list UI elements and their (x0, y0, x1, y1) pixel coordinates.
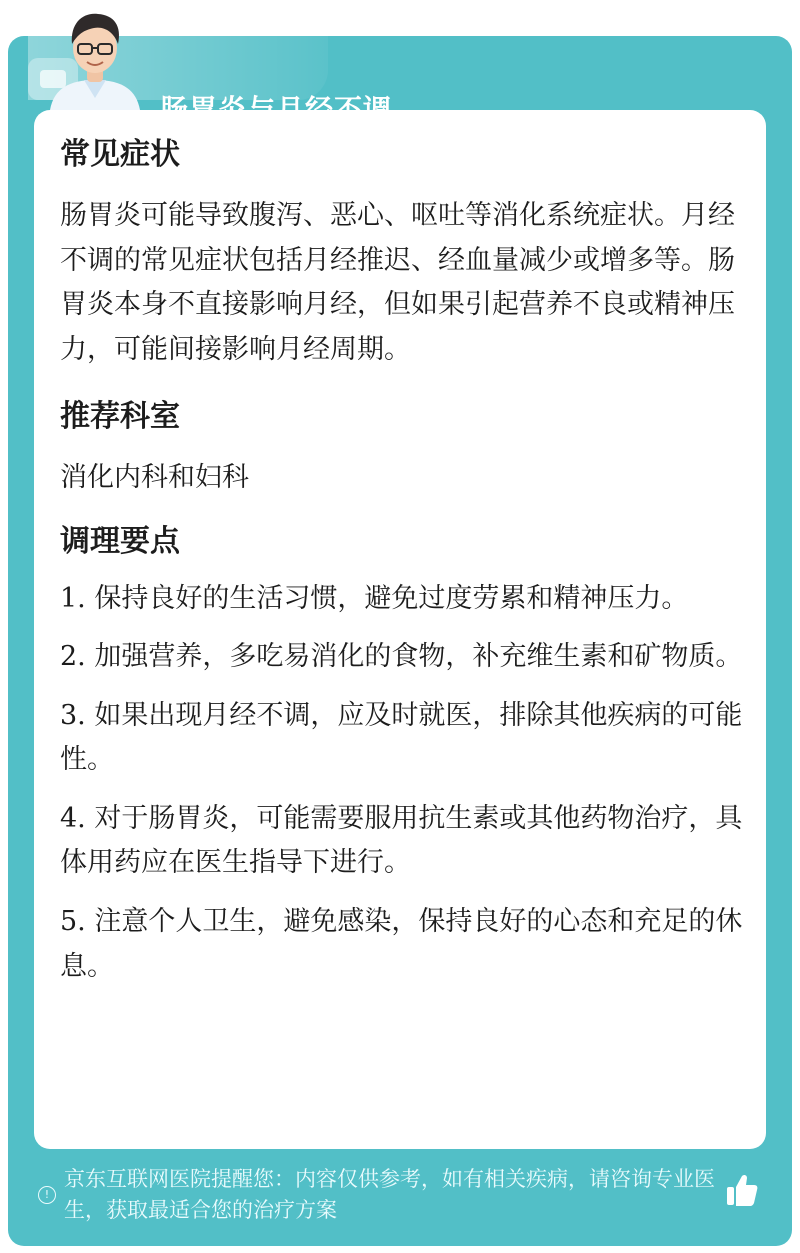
symptoms-heading: 常见症状 (60, 137, 180, 172)
care-item: 4. 对于肠胃炎，可能需要服用抗生素或其他药物治疗，具体用药应在医生指导下进行。 (60, 802, 743, 879)
symptoms-text: 肠胃炎可能导致腹泻、恶心、呕吐等消化系统症状。月经不调的常见症状包括月经推迟、经血量减少或增多等。肠胃炎本身不直接影响月经，但如果引起营养不良或精神压力，可能间接影响月经周期。 (60, 200, 735, 365)
department-text: 消化内科和妇科 (60, 462, 249, 494)
care-item: 2. 加强营养，多吃易消化的食物，补充维生素和矿物质。 (60, 641, 743, 673)
symptoms-section (60, 134, 750, 372)
card-content (60, 134, 750, 989)
care-item: 3. 如果出现月经不调，应及时就医，排除其他疾病的可能性。 (60, 699, 743, 776)
care-item: 1. 保持良好的生活习惯，避免过度劳累和精神压力。 (60, 582, 689, 614)
care-heading: 调理要点 (60, 523, 180, 559)
department-heading: 推荐科室 (60, 399, 180, 435)
thumbs-up-icon[interactable] (726, 1172, 758, 1208)
footer-disclaimer: 京东互联网医院提醒您：内容仅供参考，如有相关疾病，请咨询专业医生，获取最适合您的治疗方案 (64, 1167, 715, 1223)
care-item: 5. 注意个人卫生，避免感染，保持良好的心态和充足的休息。 (60, 906, 743, 982)
doctor-avatar-icon (40, 6, 150, 110)
content-card (34, 110, 766, 1149)
info-icon: ! (38, 1186, 56, 1204)
